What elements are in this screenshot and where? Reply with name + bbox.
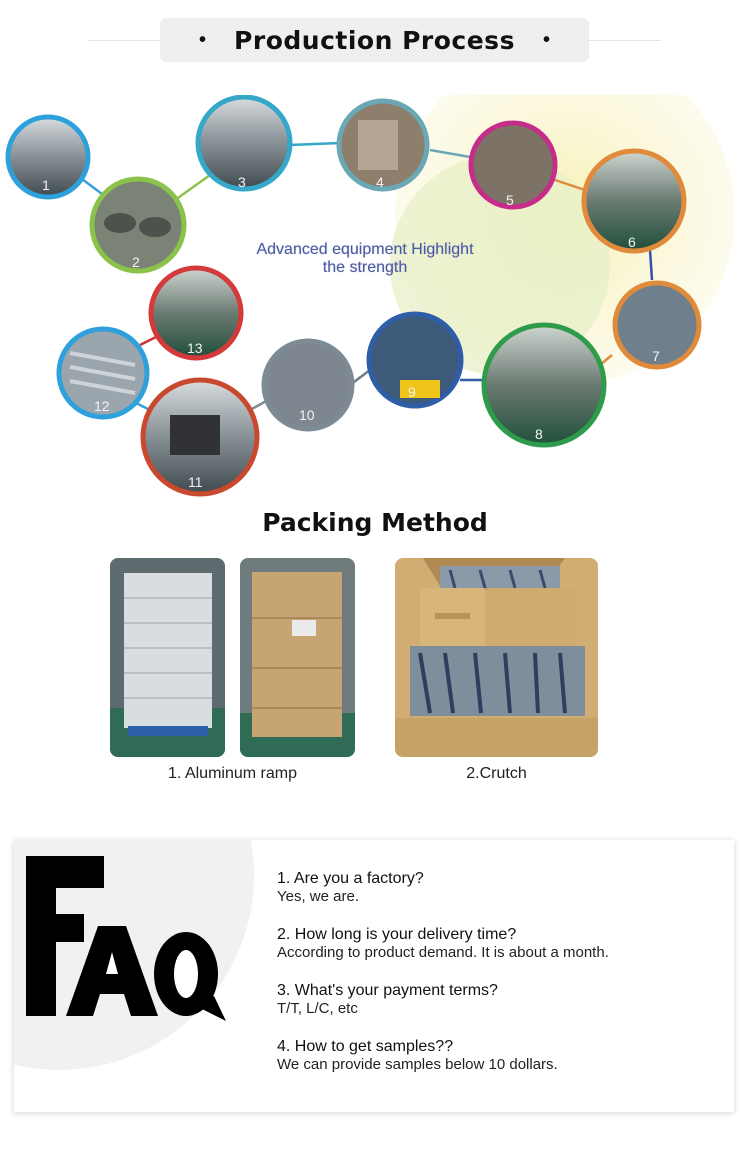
step-number: 12 (94, 398, 110, 414)
faq-logo (26, 856, 226, 1026)
faq-section (14, 840, 734, 1112)
step-number: 7 (652, 348, 660, 364)
step-number: 11 (188, 474, 203, 490)
faq-answer: We can provide samples below 10 dollars. (277, 1056, 558, 1073)
step-number: 5 (506, 192, 514, 208)
step-number: 3 (238, 174, 246, 190)
step-number: 1 (42, 177, 50, 193)
slogan-line-1: Advanced equipment Highlight (256, 241, 474, 258)
crutch-photo (395, 558, 598, 757)
crutch-box-image (395, 558, 598, 757)
process-diagram (0, 95, 750, 505)
faq-item-2 (277, 926, 717, 962)
wrapped-pallet-image (110, 558, 225, 757)
step-circle-13 (151, 268, 241, 358)
faq-logo-graphic (26, 856, 226, 1021)
production-process-graphic (0, 95, 750, 505)
step-circle-11 (143, 380, 257, 494)
production-process-title: Production Process (234, 25, 515, 55)
faq-question: 4. How to get samples?? (277, 1038, 454, 1055)
slogan-line-2: the strength (322, 259, 408, 276)
step-circle-10 (264, 341, 352, 429)
step-circle-12 (59, 329, 147, 417)
faq-item-4 (277, 1038, 717, 1074)
faq-question: 2. How long is your delivery time? (277, 926, 517, 943)
caption-aluminum-ramp: 1. Aluminum ramp (168, 765, 297, 782)
step-circle-9 (369, 314, 461, 406)
header-rule-right (589, 40, 661, 41)
step-circle-8 (484, 325, 604, 445)
step-circle-4 (339, 101, 427, 190)
caption-crutch: 2.Crutch (466, 765, 527, 782)
step-circle-2 (92, 179, 184, 271)
step-circle-7 (615, 283, 699, 367)
step-number: 10 (299, 407, 315, 423)
cardboard-pallet-image (240, 558, 355, 757)
bullet-left: • (199, 29, 207, 51)
packing-method-title: Packing Method (262, 508, 488, 537)
faq-answer: Yes, we are. (277, 888, 359, 905)
step-circle-3 (198, 97, 290, 190)
aluminum-ramp-photo-wrapped (110, 558, 225, 757)
step-number: 8 (535, 426, 543, 442)
step-circle-6 (584, 151, 684, 251)
bullet-right: • (542, 29, 550, 51)
step-number: 6 (628, 234, 636, 250)
faq-item-1 (277, 870, 717, 906)
faq-answer: T/T, L/C, etc (277, 1000, 358, 1017)
faq-answer: According to product demand. It is about a month. (277, 944, 609, 961)
step-number: 2 (132, 254, 140, 270)
header-rule-left (88, 40, 160, 41)
faq-question: 1. Are you a factory? (277, 870, 424, 887)
faq-item-3 (277, 982, 717, 1018)
process-slogan (230, 241, 500, 277)
step-circle-5 (471, 123, 555, 208)
step-number: 13 (187, 340, 203, 356)
faq-question: 3. What's your payment terms? (277, 982, 498, 999)
step-number: 9 (408, 384, 416, 400)
section-title-production (160, 18, 589, 62)
step-number: 4 (376, 174, 384, 190)
aluminum-ramp-photo-boxed (240, 558, 355, 757)
step-circle-1 (8, 117, 88, 197)
